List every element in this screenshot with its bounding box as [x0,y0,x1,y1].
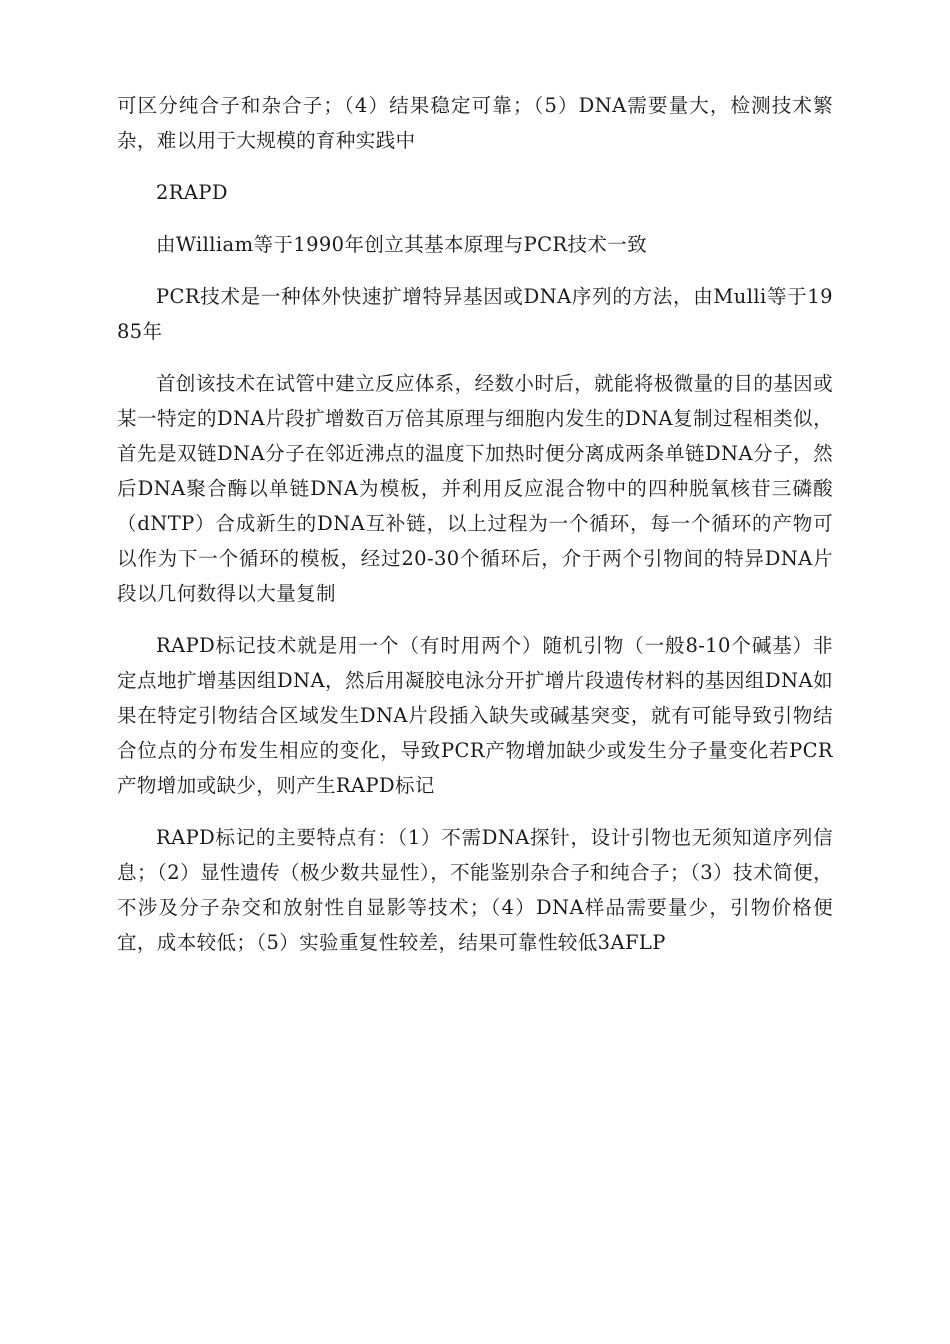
paragraph-continuation: 可区分纯合子和杂合子；（4）结果稳定可靠；（5）DNA需要量大，检测技术繁杂，难以用于大规模的育种实践中 [117,94,833,152]
section-heading-rapd: 2RAPD [156,181,228,204]
paragraph-pcr-principle: 首创该技术在试管中建立反应体系，经数小时后，就能将极微量的目的基因或某一特定的DNA片段扩增数百万倍其原理与细胞内发生的DNA复制过程相类似，首先是双链DNA分子在邻近沸点的温度下加热时便分离成两条单链DNA分子，然后DNA聚合酶以单链DNA为模板，并利用反应混合物中的四种脱氧核苷三磷酸（dNTP）合成新生的DNA互补链，以上过程为一个循环，每一个循环的产物可以作为下一个循环的模板，经过20-30个循环后，介于两个引物间的特异DNA片段以几何数得以大量复制 [117,372,833,605]
paragraph-origin: 由William等于1990年创立其基本原理与PCR技术一致 [156,233,648,256]
paragraph-rapd-technique: RAPD标记技术就是用一个（有时用两个）随机引物（一般8-10个碱基）非定点地扩增基因组DNA，然后用凝胶电泳分开扩增片段遗传材料的基因组DNA如果在特定引物结合区域发生DNA片段插入缺失或碱基突变，就有可能导致引物结合位点的分布发生相应的变化，导致PCR产物增加缺少或发生分子量变化若PCR产物增加或缺少，则产生RAPD标记 [117,634,833,797]
document-page [117,88,833,977]
paragraph-rapd-features: RAPD标记的主要特点有：（1）不需DNA探针，设计引物也无须知道序列信息；（2）显性遗传（极少数共显性），不能鉴别杂合子和纯合子；（3）技术简便，不涉及分子杂交和放射性自显影等技术；（4）DNA样品需要量少，引物价格便宜，成本较低；（5）实验重复性较差，结果可靠性较低3AFLP [117,826,833,954]
paragraph-pcr-intro: PCR技术是一种体外快速扩增特异基因或DNA序列的方法，由Mulli等于1985年 [117,285,833,343]
